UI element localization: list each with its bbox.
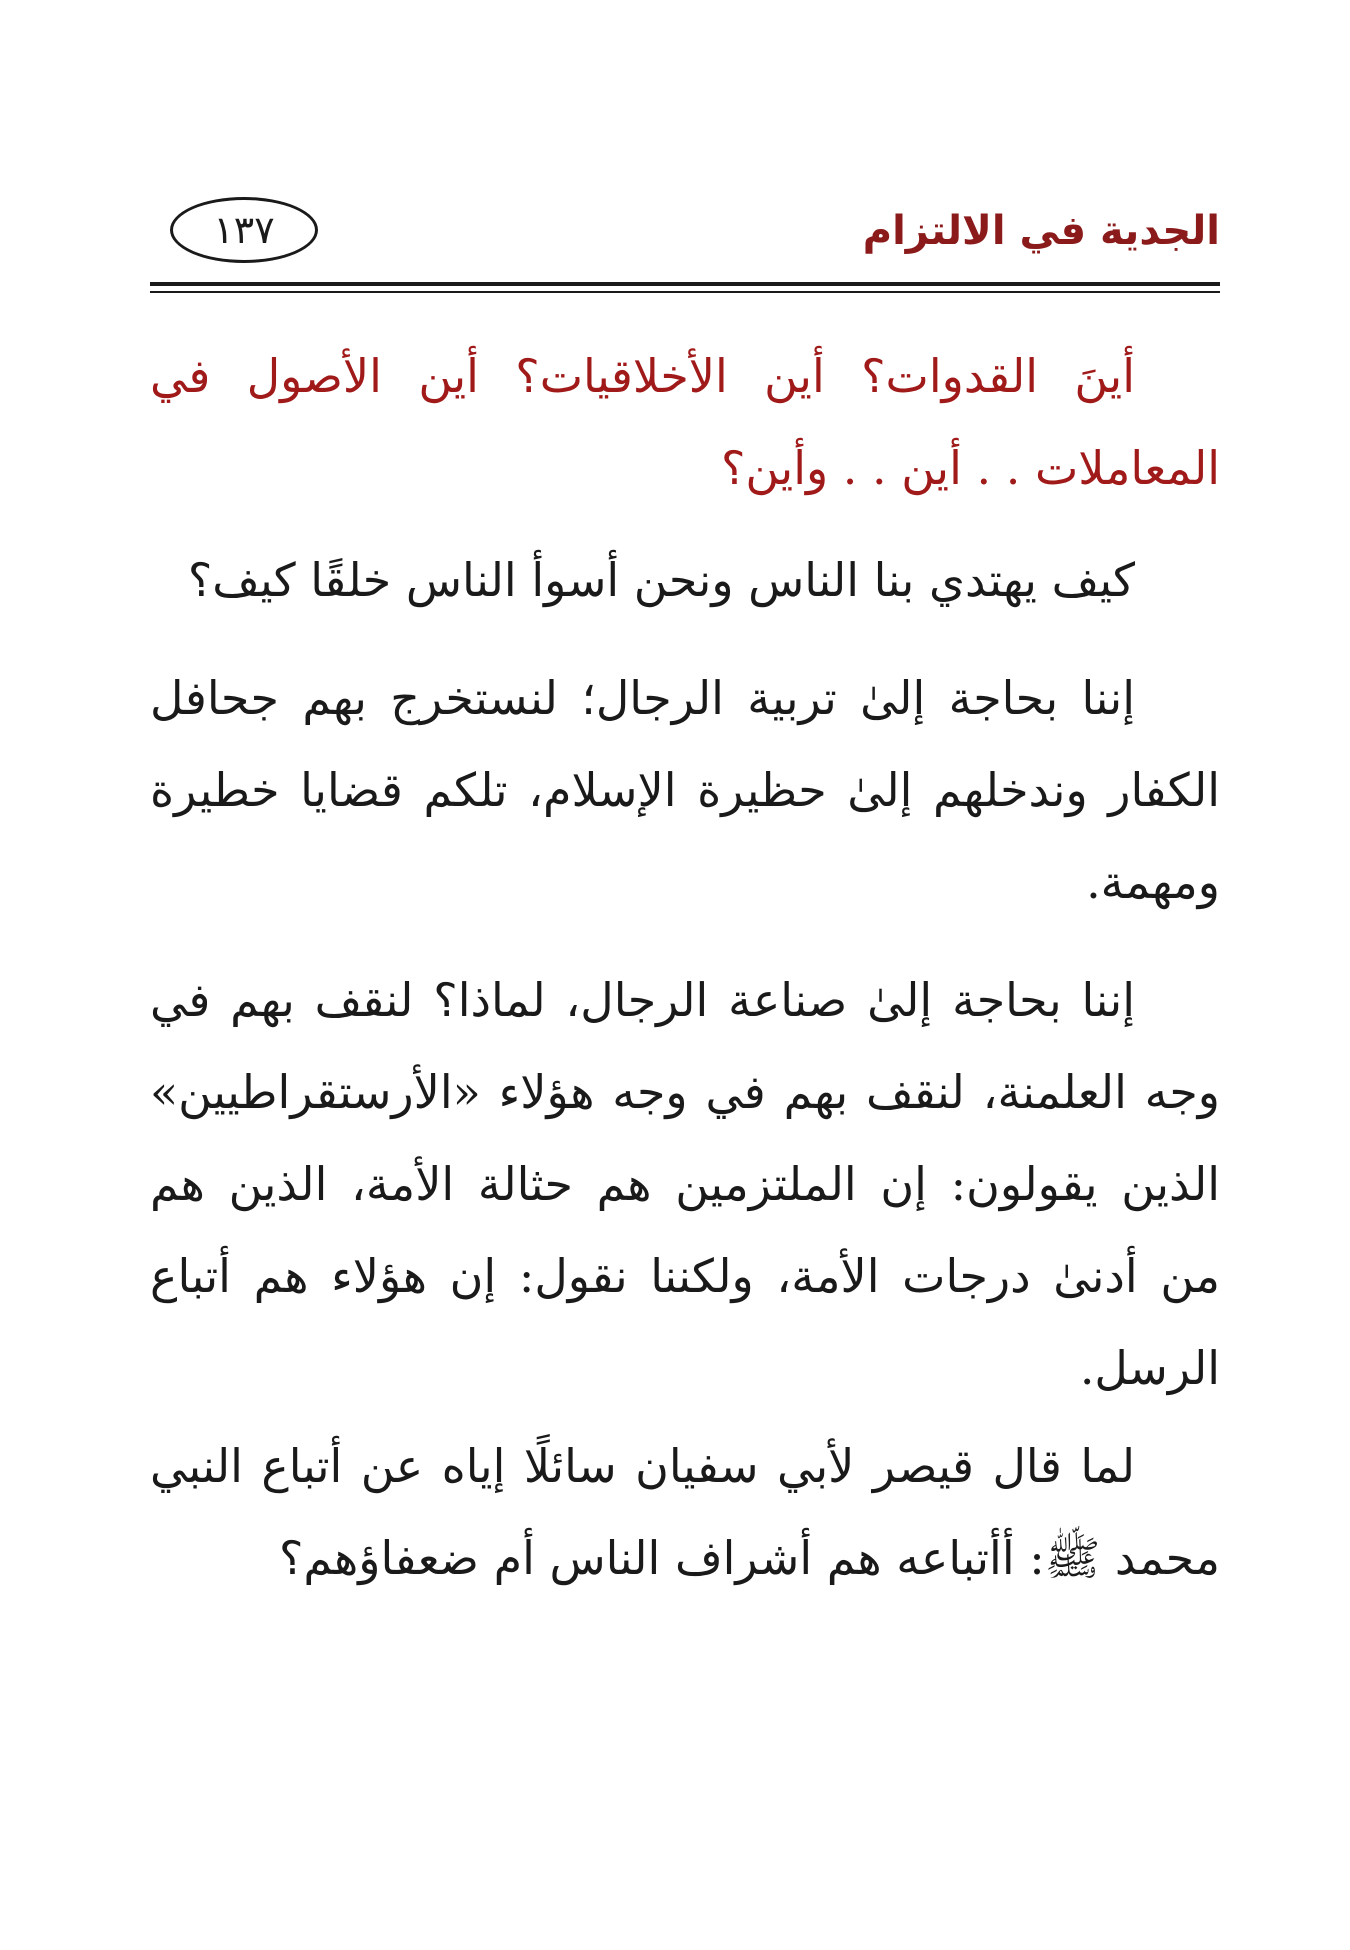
paragraph: كيف يهتدي بنا الناس ونحن أسوأ الناس خلقًا كيف؟: [187, 553, 1135, 607]
paragraph: لما قال قيصر لأبي سفيان سائلًا إياه عن أتباع النبي محمد ﷺ: أأتباعه هم أشراف الناس أم ضعفاؤهم؟: [150, 1439, 1220, 1585]
paragraph: إننا بحاجة إلىٰ تربية الرجال؛ لنستخرج بهم جحافل الكفار وندخلهم إلىٰ حظيرة الإسلام، تلكم قضايا خطيرة ومهمة.: [150, 671, 1220, 909]
heading-questions: أينَ القدوات؟ أين الأخلاقيات؟ أين الأصول في المعاملات . . أين . . وأين؟: [150, 349, 1220, 495]
page-number: ١٣٧: [170, 197, 318, 263]
page-header: [150, 195, 1220, 275]
header-rule-thick: [150, 282, 1220, 286]
page-body: [150, 340, 1220, 1630]
paragraph: إننا بحاجة إلىٰ صناعة الرجال، لماذا؟ لنقف بهم في وجه العلمنة، لنقف بهم في وجه هؤلاء «الأرستقراطيين» الذين يقولون: إن الملتزمين هم حثالة الأمة، الذين هم من أدنىٰ درجات الأمة، ولكننا نقول: إن هؤلاء هم أتباع الرسل.: [150, 973, 1220, 1395]
running-title: الجدية في الالتزام: [862, 208, 1220, 254]
header-rule-thin: [150, 291, 1220, 293]
